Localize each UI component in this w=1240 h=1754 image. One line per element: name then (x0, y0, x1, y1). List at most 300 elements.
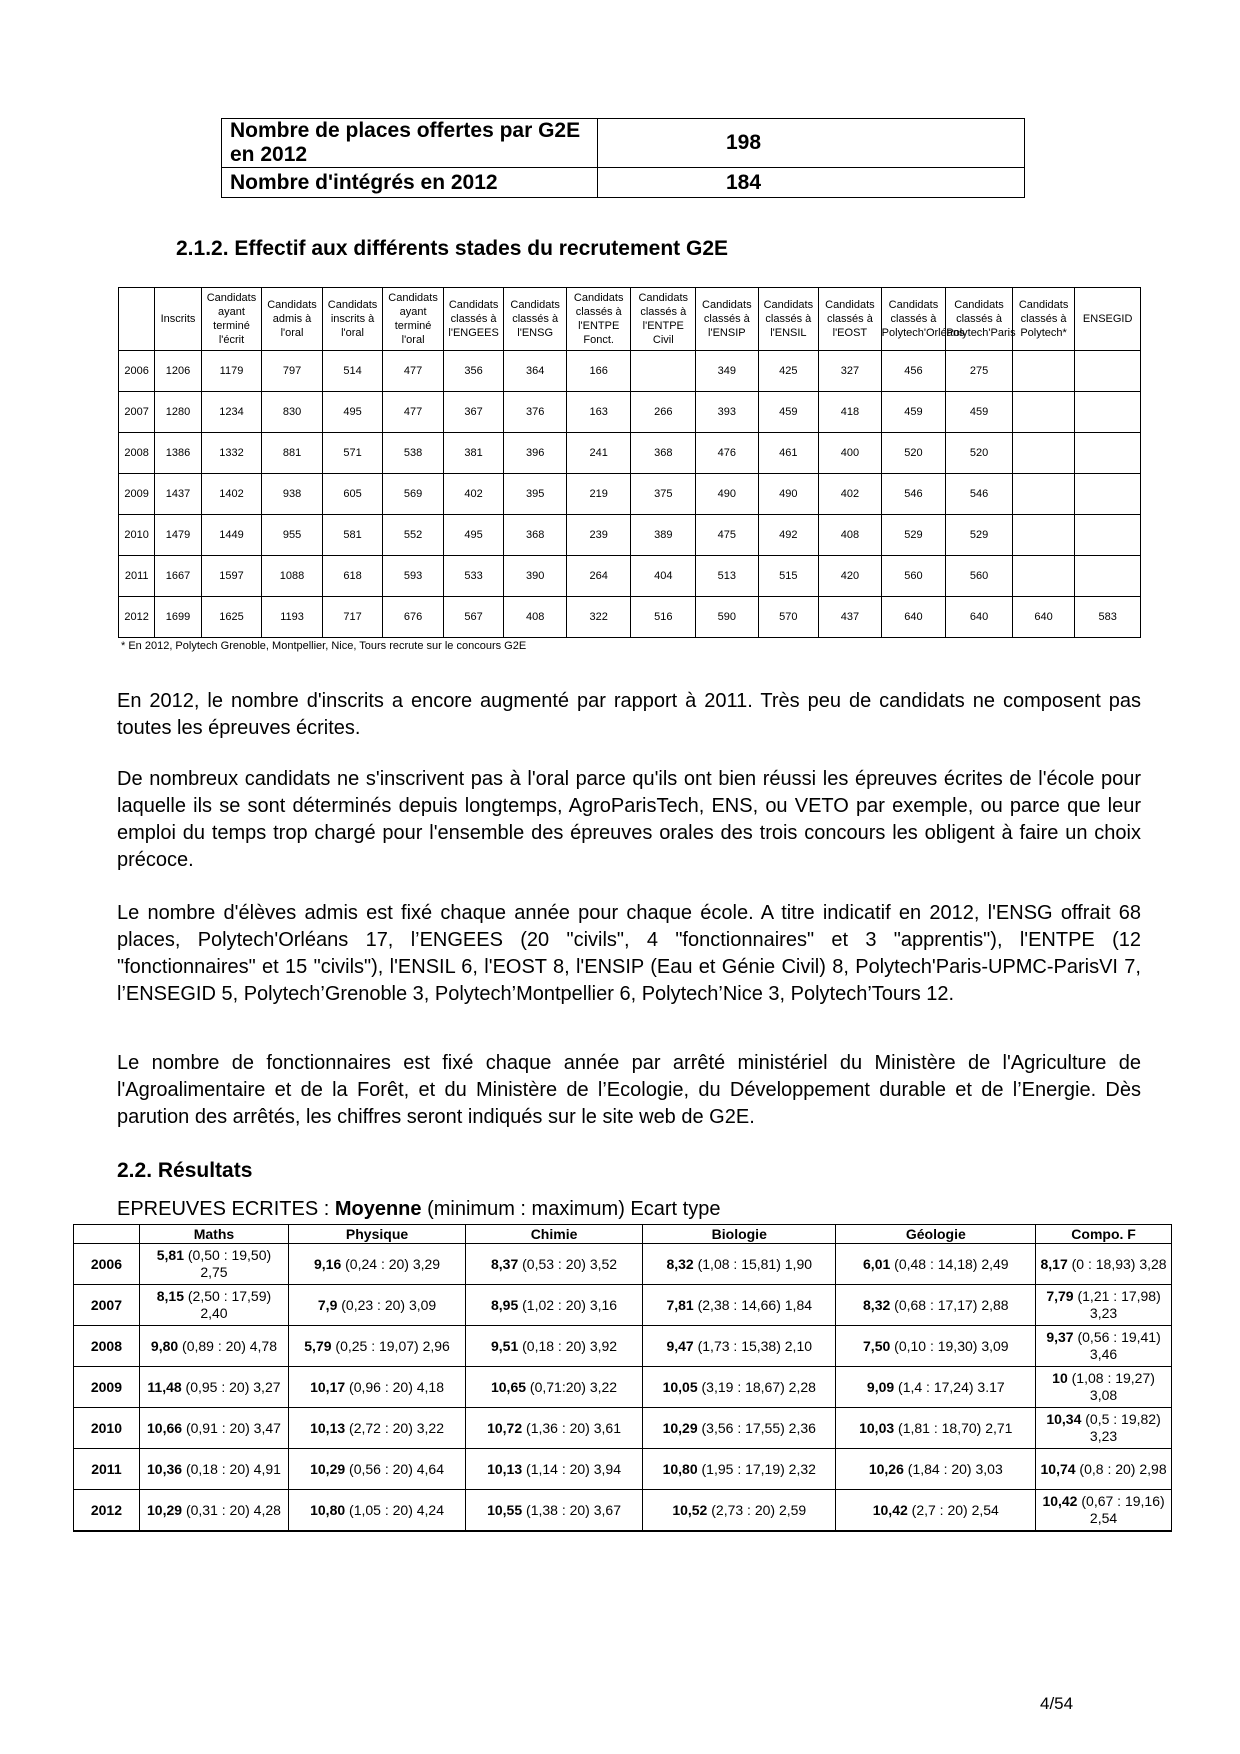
results-mean: 10,72 (487, 1419, 523, 1436)
results-detail: (2,72 : 20) 3,22 (345, 1419, 444, 1436)
results-mean: 10,29 (662, 1419, 698, 1436)
effectif-row (119, 474, 1141, 515)
results-mean: 7,79 (1046, 1288, 1074, 1304)
results-row (74, 1449, 1172, 1490)
effectif-cell: 533 (443, 556, 504, 597)
results-mean: 9,37 (1046, 1329, 1074, 1345)
effectif-row (119, 351, 1141, 392)
effectif-header-cell: Candidats classés à l'ENSIL (758, 288, 819, 351)
effectif-header-cell: Candidats classés à l'ENSIP (696, 288, 759, 351)
effectif-year-cell: 2007 (119, 392, 155, 433)
effectif-cell: 402 (819, 474, 882, 515)
effectif-cell: 520 (946, 433, 1013, 474)
results-cell (466, 1490, 643, 1532)
results-detail: (0,53 : 20) 3,52 (518, 1255, 618, 1272)
results-cell (466, 1326, 643, 1367)
effectif-cell: 1193 (262, 597, 323, 638)
effectif-cell: 640 (1012, 597, 1075, 638)
effectif-cell: 605 (322, 474, 383, 515)
results-detail: (1,84 : 20) 3,03 (903, 1460, 1003, 1477)
results-cell (643, 1367, 836, 1408)
effectif-cell: 881 (262, 433, 323, 474)
results-detail: (1,73 : 15,38) 2,10 (693, 1337, 813, 1354)
results-detail: (1,4 : 17,24) 3.17 (894, 1378, 1005, 1395)
results-detail: (2,50 : 17,59) 2,40 (184, 1288, 272, 1321)
results-cell (466, 1408, 643, 1449)
results-cell (836, 1244, 1036, 1285)
effectif-cell: 400 (819, 433, 882, 474)
results-mean: 10,42 (1042, 1493, 1078, 1509)
effectif-cell: 1088 (262, 556, 323, 597)
results-mean: 10,80 (310, 1501, 346, 1518)
effectif-cell: 477 (383, 392, 444, 433)
effectif-cell: 1179 (201, 351, 262, 392)
results-row (74, 1244, 1172, 1285)
results-table (73, 1224, 1172, 1532)
effectif-header-cell: Candidats classés à l'ENSG (504, 288, 567, 351)
paragraph-4: Le nombre de fonctionnaires est fixé chaque année par arrêté ministériel du Ministère de l'Agriculture de l'Agroalimentaire et de la Forêt, et du Ministère de l’Ecologie, du Développement durable et de l’Energie. Dès parution des arrêtés, les chiffres seront indiqués sur le site web de G2E. (117, 1052, 1141, 1128)
effectif-header-cell: Inscrits (155, 288, 201, 351)
effectif-cell: 1479 (155, 515, 201, 556)
effectif-cell: 475 (696, 515, 759, 556)
effectif-cell (631, 351, 696, 392)
results-cell (289, 1326, 466, 1367)
summary-label: Nombre de places offertes par G2E en 2012 (222, 119, 598, 168)
effectif-header-cell (119, 288, 155, 351)
results-cell (466, 1285, 643, 1326)
results-mean: 10,66 (147, 1419, 183, 1436)
effectif-cell: 529 (946, 515, 1013, 556)
results-year-cell: 2006 (74, 1244, 140, 1285)
results-year-cell: 2010 (74, 1408, 140, 1449)
effectif-cell (1012, 351, 1075, 392)
effectif-cell: 538 (383, 433, 444, 474)
results-mean: 10,03 (859, 1419, 895, 1436)
results-cell (1036, 1408, 1172, 1449)
effectif-year-cell: 2011 (119, 556, 155, 597)
summary-value: 184 (598, 168, 1025, 198)
effectif-cell: 364 (504, 351, 567, 392)
results-mean: 10,29 (310, 1460, 346, 1477)
effectif-cell (1012, 392, 1075, 433)
results-detail: (1,08 : 19,27) 3,08 (1067, 1370, 1155, 1403)
effectif-cell: 356 (443, 351, 504, 392)
effectif-cell: 581 (322, 515, 383, 556)
results-cell (466, 1449, 643, 1490)
results-detail: (0,10 : 19,30) 3,09 (890, 1337, 1009, 1354)
results-mean: 11,48 (147, 1378, 182, 1395)
results-header-cell: Maths (139, 1225, 288, 1244)
effectif-cell: 264 (566, 556, 631, 597)
results-mean: 10 (1052, 1370, 1068, 1386)
results-header-cell: Biologie (643, 1225, 836, 1244)
effectif-cell (1012, 556, 1075, 597)
effectif-header-cell: Candidats ayant terminé l'oral (383, 288, 444, 351)
effectif-cell: 322 (566, 597, 631, 638)
results-mean: 10,42 (872, 1501, 908, 1518)
results-mean: 10,13 (487, 1460, 523, 1477)
results-row (74, 1367, 1172, 1408)
effectif-cell: 590 (696, 597, 759, 638)
effectif-cell: 437 (819, 597, 882, 638)
effectif-header-cell: Candidats classés à Polytech* (1012, 288, 1075, 351)
results-cell (643, 1490, 836, 1532)
results-cell (466, 1244, 643, 1285)
effectif-year-cell: 2006 (119, 351, 155, 392)
effectif-cell: 717 (322, 597, 383, 638)
effectif-cell (1075, 392, 1141, 433)
effectif-cell: 1206 (155, 351, 201, 392)
effectif-cell: 490 (696, 474, 759, 515)
results-detail: (1,14 : 20) 3,94 (522, 1460, 621, 1477)
results-mean: 10,74 (1040, 1460, 1076, 1477)
results-cell (139, 1244, 288, 1285)
effectif-cell: 567 (443, 597, 504, 638)
results-detail: (1,21 : 17,98) 3,23 (1073, 1288, 1161, 1321)
results-cell (836, 1449, 1036, 1490)
results-detail: (0,48 : 14,18) 2,49 (890, 1255, 1009, 1272)
results-mean: 8,37 (490, 1255, 519, 1272)
results-cell (289, 1244, 466, 1285)
results-mean: 8,32 (666, 1255, 694, 1272)
effectif-cell: 368 (631, 433, 696, 474)
effectif-cell: 381 (443, 433, 504, 474)
results-detail: (0,91 : 20) 3,47 (182, 1419, 281, 1436)
summary-table (221, 118, 1025, 198)
effectif-cell: 408 (504, 597, 567, 638)
effectif-cell: 640 (946, 597, 1013, 638)
effectif-row (119, 515, 1141, 556)
effectif-cell: 241 (566, 433, 631, 474)
results-cell (289, 1285, 466, 1326)
results-detail: (1,08 : 15,81) 1,90 (693, 1255, 813, 1272)
results-header-cell: Chimie (466, 1225, 643, 1244)
results-cell (643, 1285, 836, 1326)
results-detail: (0,5 : 19,82) 3,23 (1081, 1411, 1161, 1444)
results-mean: 10,17 (310, 1378, 346, 1395)
effectif-cell: 266 (631, 392, 696, 433)
results-mean: 7,81 (666, 1296, 694, 1313)
effectif-cell: 219 (566, 474, 631, 515)
effectif-cell: 375 (631, 474, 696, 515)
effectif-cell: 618 (322, 556, 383, 597)
effectif-cell: 490 (758, 474, 819, 515)
effectif-year-cell: 2009 (119, 474, 155, 515)
results-year-cell: 2012 (74, 1490, 140, 1532)
effectif-cell: 830 (262, 392, 323, 433)
effectif-cell: 1449 (201, 515, 262, 556)
effectif-cell: 166 (566, 351, 631, 392)
effectif-header-cell: Candidats classés à l'EOST (819, 288, 882, 351)
results-cell (466, 1367, 643, 1408)
results-detail: (3,56 : 17,55) 2,36 (697, 1419, 816, 1436)
effectif-cell (1012, 433, 1075, 474)
effectif-cell: 513 (696, 556, 759, 597)
effectif-cell: 492 (758, 515, 819, 556)
results-detail: (1,81 : 18,70) 2,71 (894, 1419, 1013, 1436)
effectif-cell: 404 (631, 556, 696, 597)
results-cell (836, 1408, 1036, 1449)
results-cell (1036, 1326, 1172, 1367)
results-cell (643, 1244, 836, 1285)
effectif-cell: 797 (262, 351, 323, 392)
results-detail: (3,19 : 18,67) 2,28 (697, 1378, 816, 1395)
effectif-cell: 1386 (155, 433, 201, 474)
results-year-cell: 2007 (74, 1285, 140, 1326)
results-row (74, 1285, 1172, 1326)
results-row (74, 1326, 1172, 1367)
effectif-cell: 560 (881, 556, 946, 597)
results-header-cell: Géologie (836, 1225, 1036, 1244)
effectif-cell (1075, 556, 1141, 597)
effectif-footnote: * En 2012, Polytech Grenoble, Montpellier, Nice, Tours recrute sur le concours G2E (121, 640, 527, 652)
results-cell (289, 1408, 466, 1449)
results-detail: (0,24 : 20) 3,29 (341, 1255, 441, 1272)
effectif-cell: 495 (443, 515, 504, 556)
results-detail: (0,67 : 19,16) 2,54 (1077, 1493, 1165, 1526)
effectif-cell: 570 (758, 597, 819, 638)
results-detail: (0,56 : 19,41) 3,46 (1073, 1329, 1161, 1362)
effectif-header-cell: Candidats classés à l'ENGEES (443, 288, 504, 351)
results-mean: 7,50 (863, 1337, 891, 1354)
effectif-cell: 593 (383, 556, 444, 597)
effectif-cell: 459 (946, 392, 1013, 433)
effectif-cell (1075, 474, 1141, 515)
effectif-cell: 583 (1075, 597, 1141, 638)
results-detail: (0,50 : 19,50) 2,75 (184, 1247, 272, 1280)
effectif-cell: 367 (443, 392, 504, 433)
effectif-header-cell: Candidats admis à l'oral (262, 288, 323, 351)
effectif-header-cell: Candidats classés à l'ENTPE Fonct. (566, 288, 631, 351)
effectif-cell: 1280 (155, 392, 201, 433)
effectif-header-cell: Candidats classés à l'ENTPE Civil (631, 288, 696, 351)
results-mean: 10,29 (147, 1501, 183, 1518)
results-mean: 6,01 (863, 1255, 891, 1272)
effectif-cell: 569 (383, 474, 444, 515)
results-mean: 5,81 (156, 1247, 184, 1263)
effectif-cell: 476 (696, 433, 759, 474)
effectif-cell: 560 (946, 556, 1013, 597)
results-cell (289, 1449, 466, 1490)
effectif-cell: 461 (758, 433, 819, 474)
results-subtitle-pre: EPREUVES ECRITES : (117, 1198, 335, 1220)
results-cell (289, 1367, 466, 1408)
results-detail: (0,25 : 19,07) 2,96 (331, 1337, 450, 1354)
effectif-cell: 676 (383, 597, 444, 638)
section-title-effectif: 2.1.2. Effectif aux différents stades du recrutement G2E (176, 237, 729, 260)
effectif-cell: 459 (881, 392, 946, 433)
effectif-cell: 420 (819, 556, 882, 597)
effectif-cell: 1625 (201, 597, 262, 638)
effectif-cell: 393 (696, 392, 759, 433)
results-cell (1036, 1490, 1172, 1532)
effectif-cell: 955 (262, 515, 323, 556)
results-cell (1036, 1367, 1172, 1408)
results-cell (1036, 1449, 1172, 1490)
effectif-cell: 477 (383, 351, 444, 392)
effectif-cell: 1234 (201, 392, 262, 433)
paragraph-1: En 2012, le nombre d'inscrits a encore augmenté par rapport à 2011. Très peu de candidats ne composent pas toutes les épreuves écrites. (117, 690, 1141, 739)
results-cell (836, 1490, 1036, 1532)
effectif-header-cell: Candidats classés à Polytech'Paris (946, 288, 1013, 351)
results-cell (139, 1285, 288, 1326)
effectif-cell: 327 (819, 351, 882, 392)
effectif-cell: 459 (758, 392, 819, 433)
page-number: 4/54 (1040, 1694, 1074, 1713)
results-subtitle-post: (minimum : maximum) Ecart type (421, 1198, 721, 1220)
effectif-cell: 495 (322, 392, 383, 433)
results-mean: 10,34 (1046, 1411, 1082, 1427)
results-mean: 10,26 (868, 1460, 904, 1477)
results-cell (139, 1326, 288, 1367)
summary-value: 198 (598, 119, 1025, 168)
effectif-cell: 516 (631, 597, 696, 638)
effectif-cell: 1699 (155, 597, 201, 638)
effectif-header-cell: Candidats inscrits à l'oral (322, 288, 383, 351)
effectif-cell: 640 (881, 597, 946, 638)
results-cell (643, 1326, 836, 1367)
results-mean: 8,15 (156, 1288, 184, 1304)
results-detail: (0,95 : 20) 3,27 (181, 1378, 281, 1395)
results-mean: 10,36 (147, 1460, 183, 1477)
effectif-year-cell: 2010 (119, 515, 155, 556)
results-detail: (0,18 : 20) 3,92 (518, 1337, 618, 1354)
effectif-cell: 389 (631, 515, 696, 556)
results-mean: 10,52 (672, 1501, 708, 1518)
effectif-cell: 1402 (201, 474, 262, 515)
results-cell (1036, 1244, 1172, 1285)
results-year-cell: 2011 (74, 1449, 140, 1490)
results-cell (643, 1408, 836, 1449)
effectif-cell: 418 (819, 392, 882, 433)
results-mean: 10,05 (662, 1378, 698, 1395)
effectif-cell: 515 (758, 556, 819, 597)
results-mean: 7,9 (317, 1296, 338, 1313)
results-year-cell: 2008 (74, 1326, 140, 1367)
results-row (74, 1408, 1172, 1449)
results-detail: (0,68 : 17,17) 2,88 (890, 1296, 1009, 1313)
effectif-table (118, 287, 1141, 638)
effectif-cell: 938 (262, 474, 323, 515)
effectif-cell: 520 (881, 433, 946, 474)
results-detail: (1,95 : 17,19) 2,32 (697, 1460, 816, 1477)
effectif-cell: 408 (819, 515, 882, 556)
results-cell (139, 1367, 288, 1408)
effectif-row (119, 597, 1141, 638)
results-year-cell: 2009 (74, 1367, 140, 1408)
paragraph-3: Le nombre d'élèves admis est fixé chaque année pour chaque école. A titre indicatif en 2012, l'ENSG offrait 68 places, Polytech'Orléans 17, l’ENGEES (20 "civils", 4 "fonctionnaires" et 3 "apprentis"), l'ENTPE (12 "fonctionnaires" et 15 "civils"), l'ENSIL 6, l'EOST 8, l'ENSIP (Eau et Génie Civil) 8, Polytech'Paris-UPMC-ParisVI 7, l’ENSEGID 5, Polytech’Grenoble 3, Polytech’Montpellier 6, Polytech’Nice 3, Polytech’Tours 12. (117, 902, 1141, 1005)
results-cell (139, 1408, 288, 1449)
results-detail: (2,38 : 14,66) 1,84 (693, 1296, 813, 1313)
results-header-cell (74, 1225, 140, 1244)
results-cell (836, 1367, 1036, 1408)
effectif-cell (1075, 433, 1141, 474)
effectif-cell: 163 (566, 392, 631, 433)
results-cell (643, 1449, 836, 1490)
results-mean: 9,51 (490, 1337, 519, 1354)
effectif-cell: 376 (504, 392, 567, 433)
effectif-cell: 546 (946, 474, 1013, 515)
effectif-year-cell: 2012 (119, 597, 155, 638)
effectif-cell: 275 (946, 351, 1013, 392)
results-mean: 8,95 (490, 1296, 519, 1313)
results-mean: 10,55 (487, 1501, 523, 1518)
results-mean: 10,80 (662, 1460, 698, 1477)
results-cell (289, 1490, 466, 1532)
effectif-header-cell: ENSEGID (1075, 288, 1141, 351)
effectif-cell: 395 (504, 474, 567, 515)
results-cell (836, 1285, 1036, 1326)
results-detail: (1,38 : 20) 3,67 (522, 1501, 621, 1518)
effectif-cell (1075, 351, 1141, 392)
effectif-cell: 1437 (155, 474, 201, 515)
results-detail: (0,96 : 20) 4,18 (345, 1378, 444, 1395)
effectif-header-cell: Candidats classés à Polytech'Orléans (881, 288, 946, 351)
effectif-cell: 1332 (201, 433, 262, 474)
results-mean: 8,32 (863, 1296, 891, 1313)
results-row (74, 1490, 1172, 1532)
effectif-cell: 390 (504, 556, 567, 597)
summary-row (222, 168, 1025, 198)
results-detail: (0,89 : 20) 4,78 (178, 1337, 277, 1354)
effectif-cell: 368 (504, 515, 567, 556)
results-cell (139, 1449, 288, 1490)
results-detail: (1,05 : 20) 4,24 (345, 1501, 444, 1518)
summary-label: Nombre d'intégrés en 2012 (222, 168, 598, 198)
results-detail: (0,23 : 20) 3,09 (337, 1296, 437, 1313)
results-detail: (1,02 : 20) 3,16 (518, 1296, 618, 1313)
results-detail: (0,71:20) 3,22 (526, 1378, 618, 1395)
results-mean: 9,09 (866, 1378, 895, 1395)
results-detail: (1,36 : 20) 3,61 (522, 1419, 621, 1436)
effectif-cell: 529 (881, 515, 946, 556)
effectif-cell: 1667 (155, 556, 201, 597)
effectif-header-cell: Candidats ayant terminé l'écrit (201, 288, 262, 351)
effectif-cell: 349 (696, 351, 759, 392)
effectif-cell: 239 (566, 515, 631, 556)
effectif-year-cell: 2008 (119, 433, 155, 474)
effectif-cell: 402 (443, 474, 504, 515)
results-detail: (0,8 : 20) 2,98 (1075, 1460, 1167, 1477)
effectif-cell (1075, 515, 1141, 556)
effectif-cell (1012, 474, 1075, 515)
effectif-cell: 571 (322, 433, 383, 474)
results-subtitle-bold: Moyenne (334, 1198, 422, 1220)
results-cell (836, 1326, 1036, 1367)
effectif-cell (1012, 515, 1075, 556)
summary-row (222, 119, 1025, 168)
results-detail: (0,18 : 20) 4,91 (182, 1460, 281, 1477)
results-detail: (0,56 : 20) 4,64 (345, 1460, 444, 1477)
results-detail: (2,7 : 20) 2,54 (907, 1501, 999, 1518)
results-header-cell: Physique (289, 1225, 466, 1244)
results-mean: 10,65 (490, 1378, 527, 1395)
section-title-resultats: 2.2. Résultats (117, 1159, 253, 1182)
results-detail: (0 : 18,93) 3,28 (1067, 1255, 1167, 1272)
results-cell (1036, 1285, 1172, 1326)
effectif-cell: 552 (383, 515, 444, 556)
effectif-cell: 456 (881, 351, 946, 392)
effectif-row (119, 556, 1141, 597)
effectif-cell: 425 (758, 351, 819, 392)
results-mean: 9,16 (314, 1255, 342, 1272)
results-detail: (2,73 : 20) 2,59 (707, 1501, 807, 1518)
results-mean: 8,17 (1040, 1255, 1068, 1272)
results-mean: 9,47 (666, 1337, 694, 1354)
results-mean: 9,80 (150, 1337, 179, 1354)
effectif-row (119, 433, 1141, 474)
results-mean: 10,13 (310, 1419, 346, 1436)
